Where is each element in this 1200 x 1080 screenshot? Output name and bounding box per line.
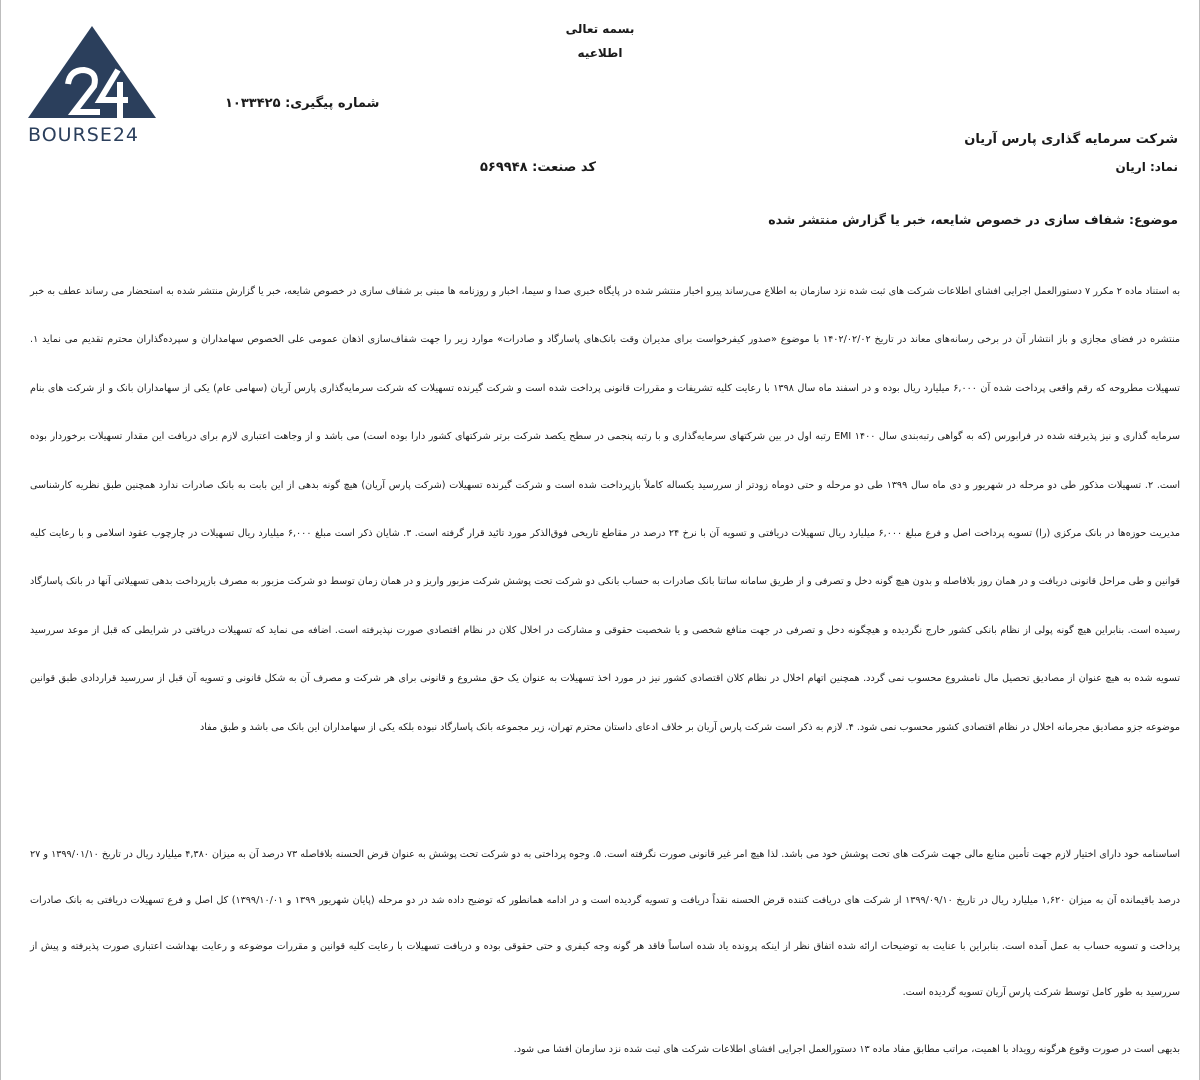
tracking-number: شماره پیگیری: ۱۰۳۳۴۲۵ xyxy=(225,96,380,111)
notice-heading: اطلاعیه xyxy=(577,46,623,60)
company-symbol: نماد: اریان xyxy=(1115,160,1178,174)
body-paragraph-3: بدیهی است در صورت وقوع هرگونه رویداد با اهمیت، مراتب مطابق مفاد ماده ۱۳ دستورالعمل اجرایی افشای اطلاعات شرکت های ثبت شده نزد سازمان افشا می شود. xyxy=(513,1044,1180,1055)
company-name: شرکت سرمایه گذاری پارس آریان xyxy=(964,132,1178,147)
logo-wordmark: BOURSE24 xyxy=(28,124,140,146)
body-paragraph-2: اساسنامه خود دارای اختیار لازم جهت تأمین منابع مالی جهت شرکت های تحت پوشش خود می باشد. لذا هیچ امر غیر قانونی صورت نگرفته است. ۵. وجوه پرداختی به دو شرکت تحت پوشش به عنوان قرض الحسنه بلافاصله ۷۳ درصد آن به میزان ۴,۳۸۰ میلیارد ریال در تاریخ ۱۳۹۹/۰۱/۱۰ و ۲۷ درصد باقیمانده آن به میزان ۱,۶۲۰ میلیارد ریال در تاریخ ۱۳۹۹/۰۹/۱۰ از شرکت های دریافت کننده قرض الحسنه نقداً دریافت و تسویه گردیده است و در ادامه همانطور که توضیح داده شد در دو مرحله (پایان شهریور ۱۳۹۹ و ۱۳۹۹/۱۰/۰۱) کل اصل و فرع تسهیلات دریافتی به بانک صادرات پرداخت و تسویه حساب به عمل آمده است. بنابراین با عنایت به توضیحات ارائه شده اتفاق نظر از اینکه پرونده یاد شده اساساً فاقد هر گونه وجه کیفری و حتی حقوقی بوده و دریافت تسهیلات با رعایت کلیه قوانین و مقررات موضوعه و رعایت بهداشت اعتباری صورت پذیرفته و پیش از سررسید به طور کامل توسط شرکت پارس آریان تسویه گردیده است. xyxy=(30,849,1181,998)
industry-code: کد صنعت: ۵۶۹۹۴۸ xyxy=(480,160,596,175)
body-paragraph-1: به استناد ماده ۲ مکرر ۷ دستورالعمل اجرایی افشای اطلاعات شرکت های ثبت شده نزد سازمان به اطلاع می‌رساند پیرو اخبار منتشر شده در پایگاه خبری صدا و سیما، اخبار و روزنامه ها مبنی بر شفاف سازی در خصوص شایعه، خبر یا گزارش منتشر شده به استحضار می رساند عطف به خبر منتشره در فضای مجازی و باز انتشار آن در برخی رسانه‌های معاند در تاریخ ۱۴۰۲/۰۲/۰۲ با موضوع «صدور کیفرخواست برای مدیران وقت بانک‌های پاسارگاد و صادرات» موارد زیر را جهت شفاف‌سازی اذهان عمومی علی الخصوص سهامداران و سپرده‌گذاران محترم تقدیم می نماید ۱. تسهیلات مطروحه که رقم واقعی پرداخت شده آن ۶,۰۰۰ میلیارد ریال بوده و در اسفند ماه سال ۱۳۹۸ با رعایت کلیه تشریفات و مقررات قانونی پرداخت شده است و شرکت گیرنده تسهیلات که شرکت سرمایه‌گذاری پارس آریان (سهامی عام) یکی از سهامداران بانک و از شرکت های بنام سرمایه گذاری و نیز پذیرفته شده در فرابورس (که به گواهی رتبه‌بندی سال ۱۴۰۰ EMI رتبه اول در بین شرکتهای سرمایه‌گذاری و با رتبه پنجمی در سطح یکصد شرکت برتر شرکتهای کشور دارا بوده است) می باشد و از وجاهت اعتباری لازم برای دریافت این مقدار تسهیلات برخوردار بوده است. ۲. تسهیلات مذکور طی دو مرحله در شهریور و دی ماه سال ۱۳۹۹ طی دو مرحله و حتی دوماه زودتر از سررسید یکساله کاملاً بازپرداخت شده است و شرکت گیرنده تسهیلات (شرکت پارس آریان) هیچ گونه بدهی از این بابت به بانک صادرات ندارد همچنین طبق نظریه کارشناسی مدیریت حوزه‌ها در بانک مرکزی (را) تسویه پرداخت اصل و فرع مبلغ ۶,۰۰۰ میلیارد ریال تسهیلات دریافتی و تسویه آن با نرخ ۲۴ درصد در مقاطع تاریخی فوق‌الذکر مورد تائید قرار گرفته است. ۳. شایان ذکر است مبلغ ۶,۰۰۰ میلیارد ریال تسهیلات در چارچوب عقود اسلامی و با رعایت کلیه قوانین و طی مراحل قانونی دریافت و در همان روز بلافاصله و بدون هیچ گونه دخل و تصرفی و از طریق سامانه ساتنا بانک صادرات به حساب بانکی دو شرکت تحت پوشش شرکت مزبور واریز و در همان زمان توسط دو شرکت مزبور به مصرف بازپرداخت بدهی تسهیلاتی آنها در بانک پاسارگاد رسیده است. بنابراین هیچ گونه پولی از نظام بانکی کشور خارج نگردیده و هیچگونه دخل و تصرفی در جهت منافع شخصی و یا شخصیت حقوقی و مشارکت در اخلال کلان در نظام اقتصادی صورت نپذیرفته است. اضافه می نماید که تسهیلات دریافتی در شرایطی که قبل از موعد سررسید تسویه شده به هیچ عنوان از مصادیق تحصیل مال نامشروع محسوب نمی گردد. همچنین اتهام اخلال در نظام کلان اقتصادی کشور نیز در مورد اخذ تسهیلات به عنوان یک حق مشروع و قانونی برای هر شرکت و مصرف آن به شکل قانونی و تسویه آن قبل از سررسید قراردادی طبق قوانین موضوعه جزو مصادیق مجرمانه اخلال در نظام اقتصادی کشور محسوب نمی شود. ۴. لازم به ذکر است شرکت پارس آریان بر خلاف ادعای داستان محترم تهران، زیر مجموعه بانک پاسارگاد نبوده بلکه یکی از سهامداران این بانک می باشد و طبق مفاد xyxy=(30,286,1180,733)
bismillah-heading: بسمه تعالی xyxy=(565,22,635,36)
subject-line: موضوع: شفاف سازی در خصوص شایعه، خبر یا گزارش منتشر شده xyxy=(768,212,1178,227)
